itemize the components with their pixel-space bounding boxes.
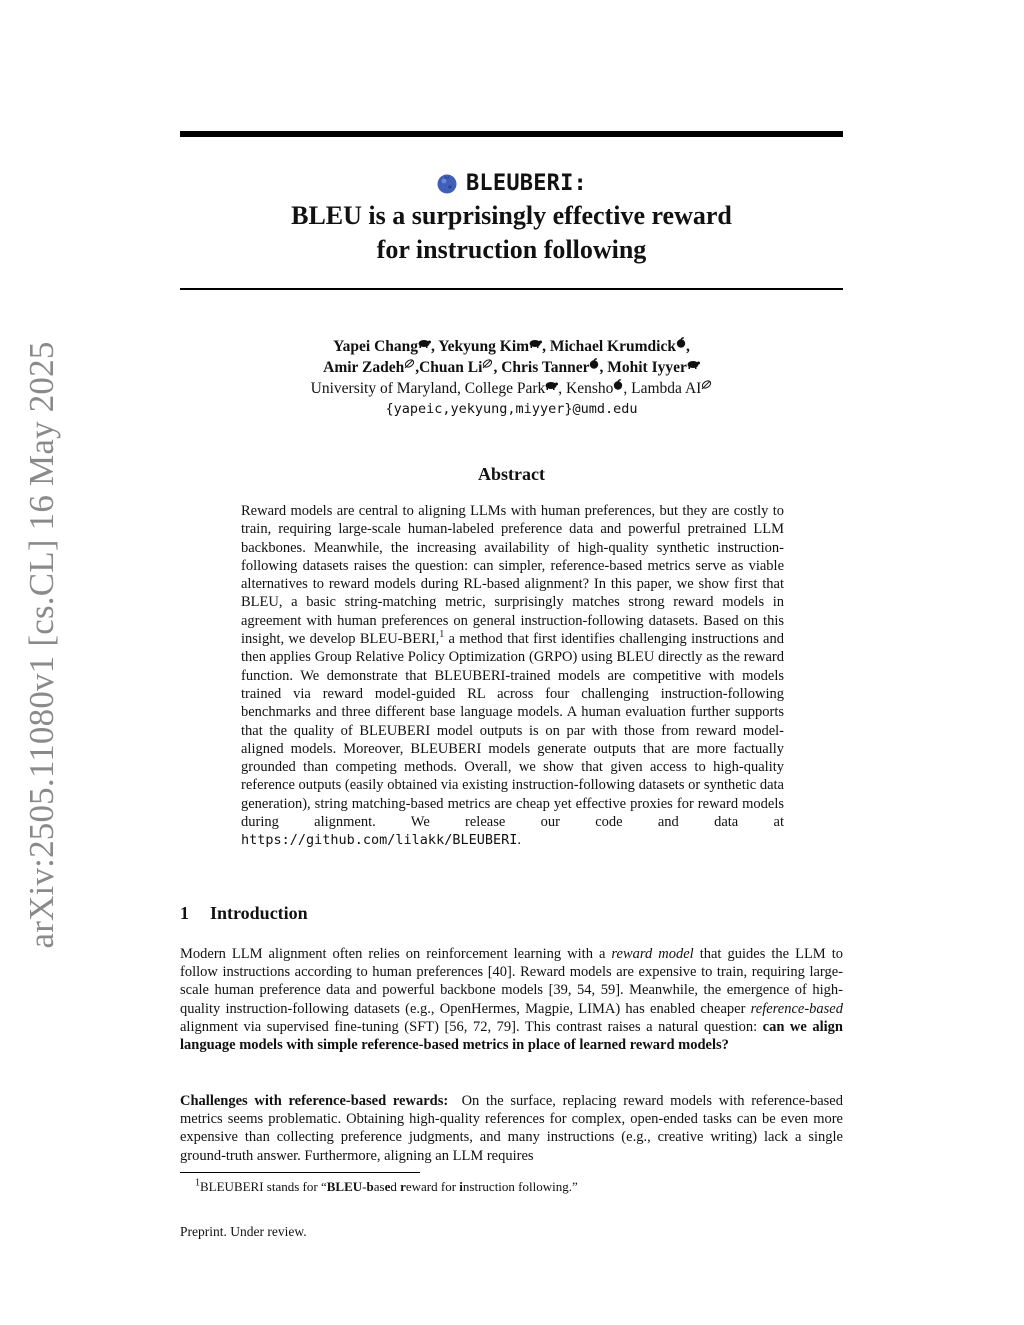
author-line-1: [180, 336, 843, 357]
fn-text: as: [373, 1179, 385, 1194]
fn-bold: b: [366, 1179, 374, 1194]
affiliations: [180, 378, 843, 399]
para-text: Modern LLM alignment often relies on reinforcement learning with a: [180, 946, 612, 962]
preprint-note: Preprint. Under review.: [180, 1224, 307, 1239]
fn-text: d: [390, 1179, 401, 1194]
author-sep: ,: [493, 359, 502, 376]
paper-title-line1: BLEU is a surprisingly effective reward: [291, 201, 732, 230]
research-question: can we align language models with simple reference-based metrics in place of learned reward models?: [180, 1018, 843, 1054]
abstract-text: a method that first identifies challenging instructions and then applies Group Relative Policy Optimization (GRPO) using BLEU directly as the reward function. We demonstrate that BLEUBERI-trained models are competitive with models trained via reward model-guided RL across four challenging instruction-following benchmarks and three different base language models. A human evaluation further supports that the quality of BLEUBERI model outputs is on par with those from reward model-aligned models. Moreover, BLEUBERI models generate outputs that are more factually grounded than competing methods. Overall, we show that given access to high-quality reference outputs (easily obtained via existing instruction-following datasets or synthetic data generation), string matching-based metrics are cheap yet effective proxies for reward models during alignment. We release our code and data at: [241, 631, 784, 831]
section-title: Introduction: [210, 903, 308, 923]
fn-bold: BLEU: [326, 1179, 363, 1194]
abstract-body: [241, 502, 784, 850]
para-emphasis: reference-based: [750, 1000, 843, 1017]
lambda-leaf-icon: [404, 358, 415, 369]
footnote-rule: [180, 1172, 420, 1173]
author-sep: ,: [685, 338, 690, 355]
author-name: Mohit Iyyer: [607, 359, 687, 376]
para-emphasis: reward model: [611, 946, 694, 962]
author-sep: ,: [599, 359, 608, 376]
affiliation-umd: University of Maryland, College Park: [310, 380, 546, 397]
lambda-leaf-icon: [701, 379, 712, 390]
title-block: [180, 168, 843, 266]
section-heading: [180, 903, 308, 924]
para-text: alignment via supervised fine-tuning (SFT) [56, 72, 79]. This contrast raises a natural question:: [180, 1018, 763, 1035]
repo-link[interactable]: https://github.com/lilakk/BLEUBERI: [241, 832, 518, 849]
top-rule: [180, 131, 843, 137]
aff-sep: ,: [558, 380, 567, 397]
author-name: Chuan Li: [419, 359, 483, 376]
abstract-end: .: [517, 832, 521, 849]
author-sep: ,: [415, 359, 420, 376]
footnote-ref[interactable]: 1: [439, 629, 445, 641]
apple-icon: [676, 337, 686, 348]
apple-icon: [613, 379, 623, 390]
intro-paragraph-2: [180, 1092, 847, 1165]
author-block: [180, 336, 843, 420]
author-line-2: [180, 357, 843, 378]
section-number: 1: [180, 903, 189, 923]
lambda-leaf-icon: [482, 358, 493, 369]
arxiv-id: arXiv:2505.11080v1 [cs.CL] 16 May 2025: [22, 341, 61, 949]
fn-bold: e: [384, 1179, 391, 1194]
terrapin-icon: [687, 359, 700, 369]
paragraph-heading: Challenges with reference-based rewards:: [180, 1093, 449, 1109]
author-sep: ,: [431, 338, 439, 355]
fn-text: BLEUBERI stands for “: [200, 1179, 327, 1194]
author-email[interactable]: {yapeic,yekyung,miyyer}@umd.edu: [385, 401, 638, 417]
author-name: Yapei Chang: [333, 338, 418, 355]
fn-bold: i: [459, 1179, 463, 1194]
fn-text: -: [362, 1179, 367, 1194]
aff-sep: ,: [623, 380, 632, 397]
fn-text: nstruction following.”: [462, 1179, 578, 1194]
para-text: On the surface, replacing reward models with reference-based metrics seems problematic. Obtaining high-quality references for complex, open-ended tasks can be even more expensive than collecting preference judgments, and many instructions (e.g., creative writing) lack a single ground-truth answer. Furthermore, aligning an LLM requires: [180, 1093, 847, 1164]
terrapin-icon: [529, 338, 542, 348]
terrapin-icon: [545, 380, 558, 390]
affiliation-lambda: Lambda AI: [631, 380, 702, 397]
author-name: Michael Krumdick: [549, 338, 676, 355]
author-sep: ,: [542, 338, 550, 355]
terrapin-icon: [418, 338, 431, 348]
para-text: that guides the LLM to follow instructions according to human preferences [40]. Reward models are expensive to train, requiring large-scale human preference data and powerful backbone models [39, 54, 59]. Meanwhile, the emergence of high-quality instruction-following datasets (e.g., OpenHermes, Magpie, LIMA) has enabled cheaper: [180, 946, 843, 1017]
footnote: [195, 1179, 578, 1195]
footnote-mark: 1: [195, 1177, 200, 1189]
abstract-text: Reward models are central to aligning LLMs with human preferences, but they are costly to train, requiring large-scale human-labeled preference data and powerful pretrained LLM backbones. Meanwhile, the increasing availability of high-quality synthetic instruction-following datasets raises the question: can simpler, reference-based metrics serve as viable alternatives to reward models during RL-based alignment? In this paper, we show first that BLEU, a basic string-matching metric, surprisingly matches strong reward models in agreement with human preferences on general instruction-following datasets. Based on this insight, we develop BLEU-BERI,: [241, 503, 784, 648]
paper-title-line2: for instruction following: [376, 235, 647, 264]
fn-text: eward for: [405, 1179, 460, 1194]
apple-icon: [589, 358, 599, 369]
abstract-heading: Abstract: [478, 464, 545, 484]
affiliation-kensho: Kensho: [566, 380, 614, 397]
fn-bold: r: [400, 1179, 406, 1194]
bottom-rule: [180, 288, 843, 290]
author-name: Yekyung Kim: [438, 338, 530, 355]
arxiv-sidebar: [20, 341, 64, 949]
intro-paragraph-1: [180, 945, 843, 1054]
author-name: Amir Zadeh: [323, 359, 405, 376]
blueberry-icon: [436, 172, 458, 194]
author-name: Chris Tanner: [501, 359, 590, 376]
logo-line: [180, 168, 843, 198]
project-name: BLEUBERI:: [465, 170, 587, 196]
